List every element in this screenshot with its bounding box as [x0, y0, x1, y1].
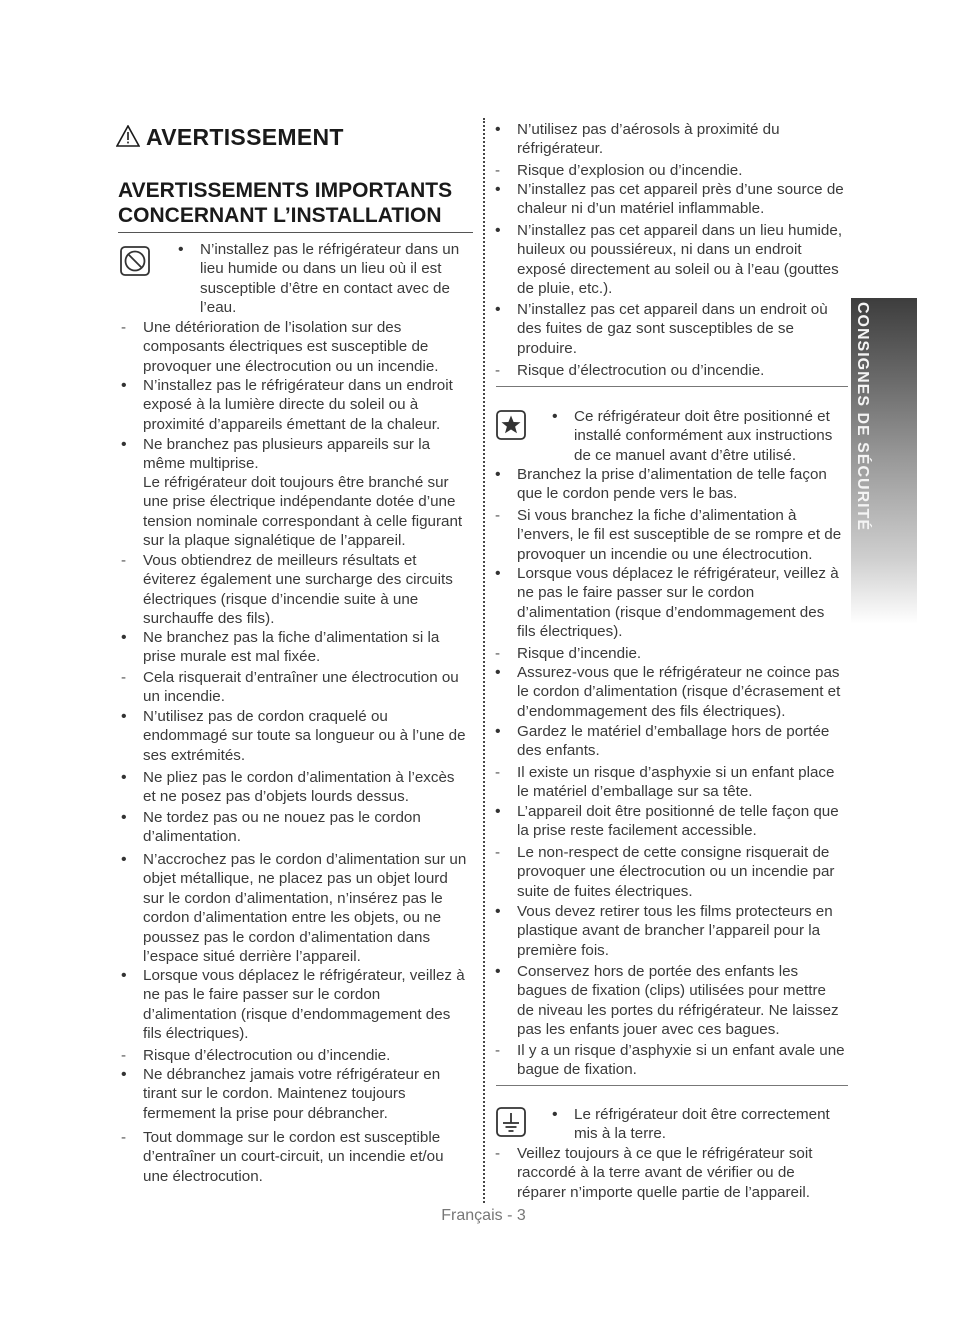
list-item: - Vous obtiendrez de meilleurs résultats et éviterez également une surcharge des circuits électriques (risque d’incendie suite à une surchauffe des fils).: [143, 551, 468, 629]
list-item: • Vous devez retirer tous les films protecteurs en plastique avant de brancher l’appareil pour la première fois.: [517, 902, 847, 960]
list-item: • N’accrochez pas le cordon d’alimentation sur un objet métallique, ne placez pas un objet lourd sur le cordon d’alimentation, n’insérez pas le cordon d’alimentation entre les objets, ou ne poussez pas le cordon d’alimentation dans l’espace situé derrière l’appareil.: [143, 850, 468, 966]
list-item: - Risque d’explosion ou d’incendie.: [517, 161, 847, 180]
list-item: • Ne branchez pas plusieurs appareils sur la même multiprise.: [143, 435, 468, 474]
list-item: - Cela risquerait d’entraîner une électrocution ou un incendie.: [143, 668, 468, 707]
list-item: • L’appareil doit être positionné de telle façon que la prise reste facilement accessible.: [517, 802, 852, 841]
list-item: • Assurez-vous que le réfrigérateur ne coince pas le cordon d’alimentation (risque d’écrasement et d’endommagement des fils électriques).: [517, 663, 847, 721]
list-item: • N’installez pas cet appareil dans un endroit où des fuites de gaz sont susceptibles de se produire.: [517, 300, 835, 358]
prohibited-icon: [118, 244, 152, 283]
list-item: - Si vous branchez la fiche d’alimentation à l’envers, le fil est susceptible de se rompre et de provoquer un incendie ou une électrocution.: [517, 506, 847, 564]
list-item: - Risque d’électrocution ou d’incendie.: [143, 1046, 468, 1065]
column-divider: [483, 118, 485, 1203]
list-item: - Il y a un risque d’asphyxie si un enfant avale une bague de fixation.: [517, 1041, 847, 1080]
list-item: • Ce réfrigérateur doit être positionné et installé conformément aux instructions de ce manuel avant d’être utilisé.: [574, 407, 848, 465]
list-item: - Veillez toujours à ce que le réfrigérateur soit raccordé à la terre avant de vérifier ou de réparer n’importe quelle partie de l’appareil.: [517, 1144, 847, 1202]
section-divider: [496, 386, 848, 387]
ground-icon: [494, 1105, 528, 1144]
list-item-text: Le réfrigérateur doit toujours être branché sur une prise électrique indépendante dotée d’une tension nominale correspondant à celle figurant sur la plaque signalétique de l’appareil.: [143, 474, 463, 550]
list-item: - Il existe un risque d’asphyxie si un enfant place le matériel d’emballage sur sa tête.: [517, 763, 847, 802]
list-item: • N’installez pas le réfrigérateur dans un lieu humide ou dans un lieu où il est susceptible d’être en contact avec de l’eau.: [200, 240, 468, 318]
list-item: • Le réfrigérateur doit être correctement mis à la terre.: [574, 1105, 848, 1144]
list-item: • Branchez la prise d’alimentation de telle façon que le cordon pende vers le bas.: [517, 465, 847, 504]
section-divider: [496, 1085, 848, 1086]
star-note-icon: [494, 408, 528, 447]
list-item: - Le non-respect de cette consigne risquerait de provoquer une électrocution ou un incendie par suite de fuites électriques.: [517, 843, 847, 901]
list-item: • Ne tordez pas ou ne nouez pas le cordon d’alimentation.: [143, 808, 468, 847]
list-item: • Lorsque vous déplacez le réfrigérateur, veillez à ne pas le faire passer sur le cordon d’alimentation (risque d’endommagement des fils électriques).: [143, 966, 468, 1044]
list-item: • Gardez le matériel d’emballage hors de portée des enfants.: [517, 722, 847, 761]
title-text: AVERTISSEMENT: [146, 124, 344, 150]
list-item: - Tout dommage sur le cordon est susceptible d’entraîner un court-circuit, un incendie et/ou une électrocution.: [143, 1128, 468, 1186]
section-tab-label: CONSIGNES DE SÉCURITÉ: [854, 302, 871, 532]
page-footer: Français - 3: [441, 1207, 526, 1224]
list-item: • Conservez hors de portée des enfants les bagues de fixation (clips) utilisées pour mettre de niveau les portes du réfrigérateur. Ne laissez pas les enfants jouer avec ces bagues.: [517, 962, 847, 1040]
list-item: - Une détérioration de l’isolation sur des composants électriques est susceptible de provoquer une électrocution ou un incendie.: [143, 318, 468, 376]
list-item: • Ne branchez pas la fiche d’alimentation si la prise murale est mal fixée.: [143, 628, 468, 667]
list-item: - Risque d’électrocution ou d’incendie.: [517, 361, 847, 380]
list-item: • N’utilisez pas de cordon craquelé ou endommagé sur toute sa longueur ou à l’une de ses extrémités.: [143, 707, 468, 765]
list-item: • N’installez pas cet appareil dans un lieu humide, huileux ou poussiéreux, ni dans un endroit exposé directement au soleil ou à l’eau (gouttes de pluie, etc.).: [517, 221, 847, 299]
list-item: • N’installez pas le réfrigérateur dans un endroit exposé à la lumière directe du soleil ou à proximité d’appareils émettant de la chaleur.: [143, 376, 468, 434]
list-item: • Ne pliez pas le cordon d’alimentation à l’excès et ne posez pas d’objets lourds dessus.: [143, 768, 468, 807]
list-item: • Lorsque vous déplacez le réfrigérateur, veillez à ne pas le faire passer sur le cordon d’alimentation (risque d’endommagement des fils électriques).: [517, 564, 847, 642]
list-item: - Risque d’incendie.: [517, 644, 847, 663]
page-title: [116, 124, 344, 153]
warning-icon: [116, 125, 140, 153]
list-item: • N’installez pas cet appareil près d’une source de chaleur ni d’un matériel inflammable.: [517, 180, 847, 219]
list-item: • Ne débranchez jamais votre réfrigérateur en tirant sur le cordon. Maintenez toujours fermement la prise pour débrancher.: [143, 1065, 468, 1123]
list-item: • N’utilisez pas d’aérosols à proximité du réfrigérateur.: [517, 120, 847, 159]
section-heading: AVERTISSEMENTS IMPORTANTS CONCERNANT L’INSTALLATION: [118, 178, 473, 233]
